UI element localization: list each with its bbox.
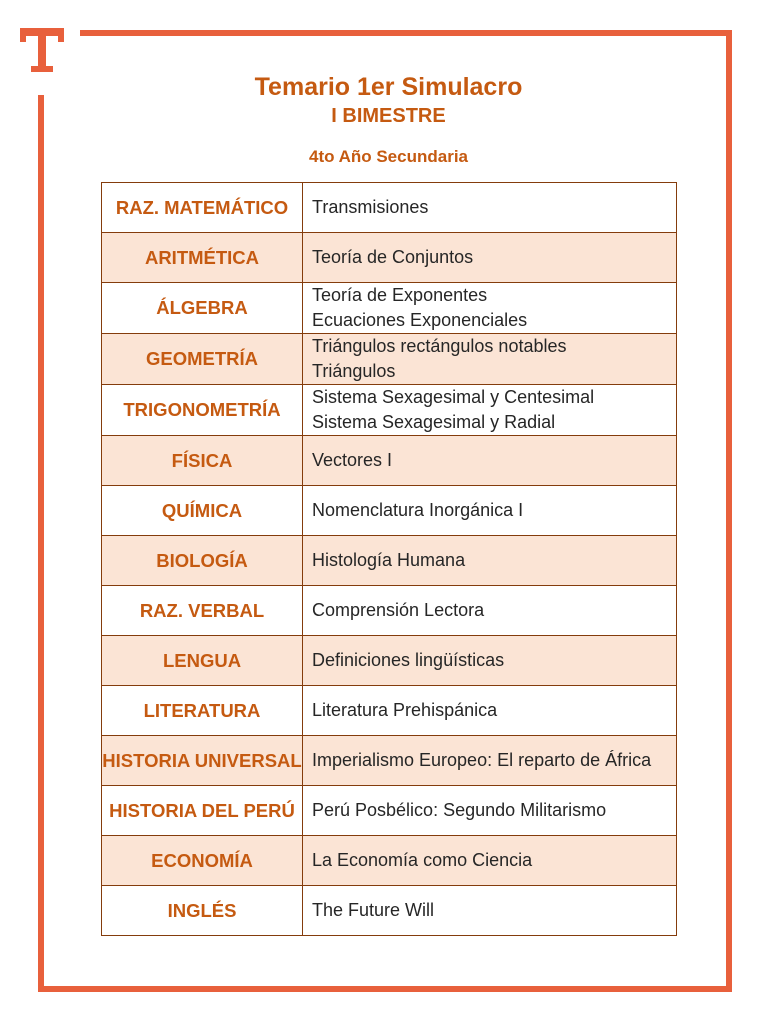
topics-cell: [303, 836, 677, 886]
table-row: [102, 736, 677, 786]
topics-cell: [303, 886, 677, 936]
topics-cell: [303, 486, 677, 536]
table-row: [102, 283, 677, 334]
subject-cell: LITERATURA: [102, 686, 303, 736]
topic-text: Teoría de Conjuntos: [312, 247, 474, 267]
topic-text: Triángulos rectángulos notables: [312, 336, 567, 356]
topic-text: Transmisiones: [312, 197, 429, 217]
topics-cell: [303, 636, 677, 686]
table-row: [102, 886, 677, 936]
table-row: [102, 536, 677, 586]
subject-cell: RAZ. MATEMÁTICO: [102, 183, 303, 233]
topic-text: Perú Posbélico: Segundo Militarismo: [312, 800, 607, 820]
subject-cell: INGLÉS: [102, 886, 303, 936]
subject-cell: ÁLGEBRA: [102, 283, 303, 334]
topics-cell: [303, 536, 677, 586]
topic-text: Vectores I: [312, 450, 393, 470]
table-row: [102, 836, 677, 886]
table-row: [102, 686, 677, 736]
topic-text: La Economía como Ciencia: [312, 850, 533, 870]
syllabus-table: [101, 182, 677, 936]
subject-cell: HISTORIA DEL PERÚ: [102, 786, 303, 836]
topic-text: Teoría de Exponentes: [312, 285, 488, 305]
topics-cell: [303, 183, 677, 233]
table-row: [102, 436, 677, 486]
subject-cell: BIOLOGÍA: [102, 536, 303, 586]
topic-text: Ecuaciones Exponenciales: [312, 310, 528, 330]
subject-cell: GEOMETRÍA: [102, 334, 303, 385]
topics-cell: [303, 436, 677, 486]
topic-text: The Future Will: [312, 900, 435, 920]
topics-cell: [303, 385, 677, 436]
frame-bottom-line: [38, 986, 732, 992]
topic-text: Nomenclatura Inorgánica I: [312, 500, 524, 520]
subject-cell: RAZ. VERBAL: [102, 586, 303, 636]
topics-cell: [303, 233, 677, 283]
topic-text: Sistema Sexagesimal y Centesimal: [312, 387, 595, 407]
table-row: [102, 385, 677, 436]
subject-cell: TRIGONOMETRÍA: [102, 385, 303, 436]
table-row: [102, 586, 677, 636]
table-row: [102, 786, 677, 836]
topic-text: Imperialismo Europeo: El reparto de África: [312, 750, 652, 770]
table-row: [102, 334, 677, 385]
topic-text: Triángulos: [312, 361, 396, 381]
topic-text: Comprensión Lectora: [312, 600, 485, 620]
table-row: [102, 233, 677, 283]
topics-cell: [303, 586, 677, 636]
t-logo-icon: [18, 28, 66, 76]
subject-cell: QUÍMICA: [102, 486, 303, 536]
topics-cell: [303, 686, 677, 736]
topic-text: Literatura Prehispánica: [312, 700, 498, 720]
table-row: [102, 636, 677, 686]
subject-cell: FÍSICA: [102, 436, 303, 486]
syllabus-table-body: [102, 183, 677, 936]
page-title: Temario 1er Simulacro: [254, 73, 523, 101]
topic-text: Definiciones lingüísticas: [312, 650, 505, 670]
table-row: [102, 183, 677, 233]
table-row: [102, 486, 677, 536]
topic-text: Histología Humana: [312, 550, 466, 570]
topics-cell: [303, 786, 677, 836]
subject-cell: ARITMÉTICA: [102, 233, 303, 283]
frame-left-line: [38, 95, 44, 992]
frame-right-line: [726, 30, 732, 992]
subject-cell: LENGUA: [102, 636, 303, 686]
frame-top-line: [80, 30, 732, 36]
subject-cell: HISTORIA UNIVERSAL: [102, 736, 303, 786]
topics-cell: [303, 334, 677, 385]
topic-text: Sistema Sexagesimal y Radial: [312, 412, 556, 432]
subject-cell: ECONOMÍA: [102, 836, 303, 886]
page-subtitle: I BIMESTRE: [331, 105, 446, 127]
topics-cell: [303, 283, 677, 334]
topics-cell: [303, 736, 677, 786]
grade-label: 4to Año Secundaria: [308, 147, 468, 166]
